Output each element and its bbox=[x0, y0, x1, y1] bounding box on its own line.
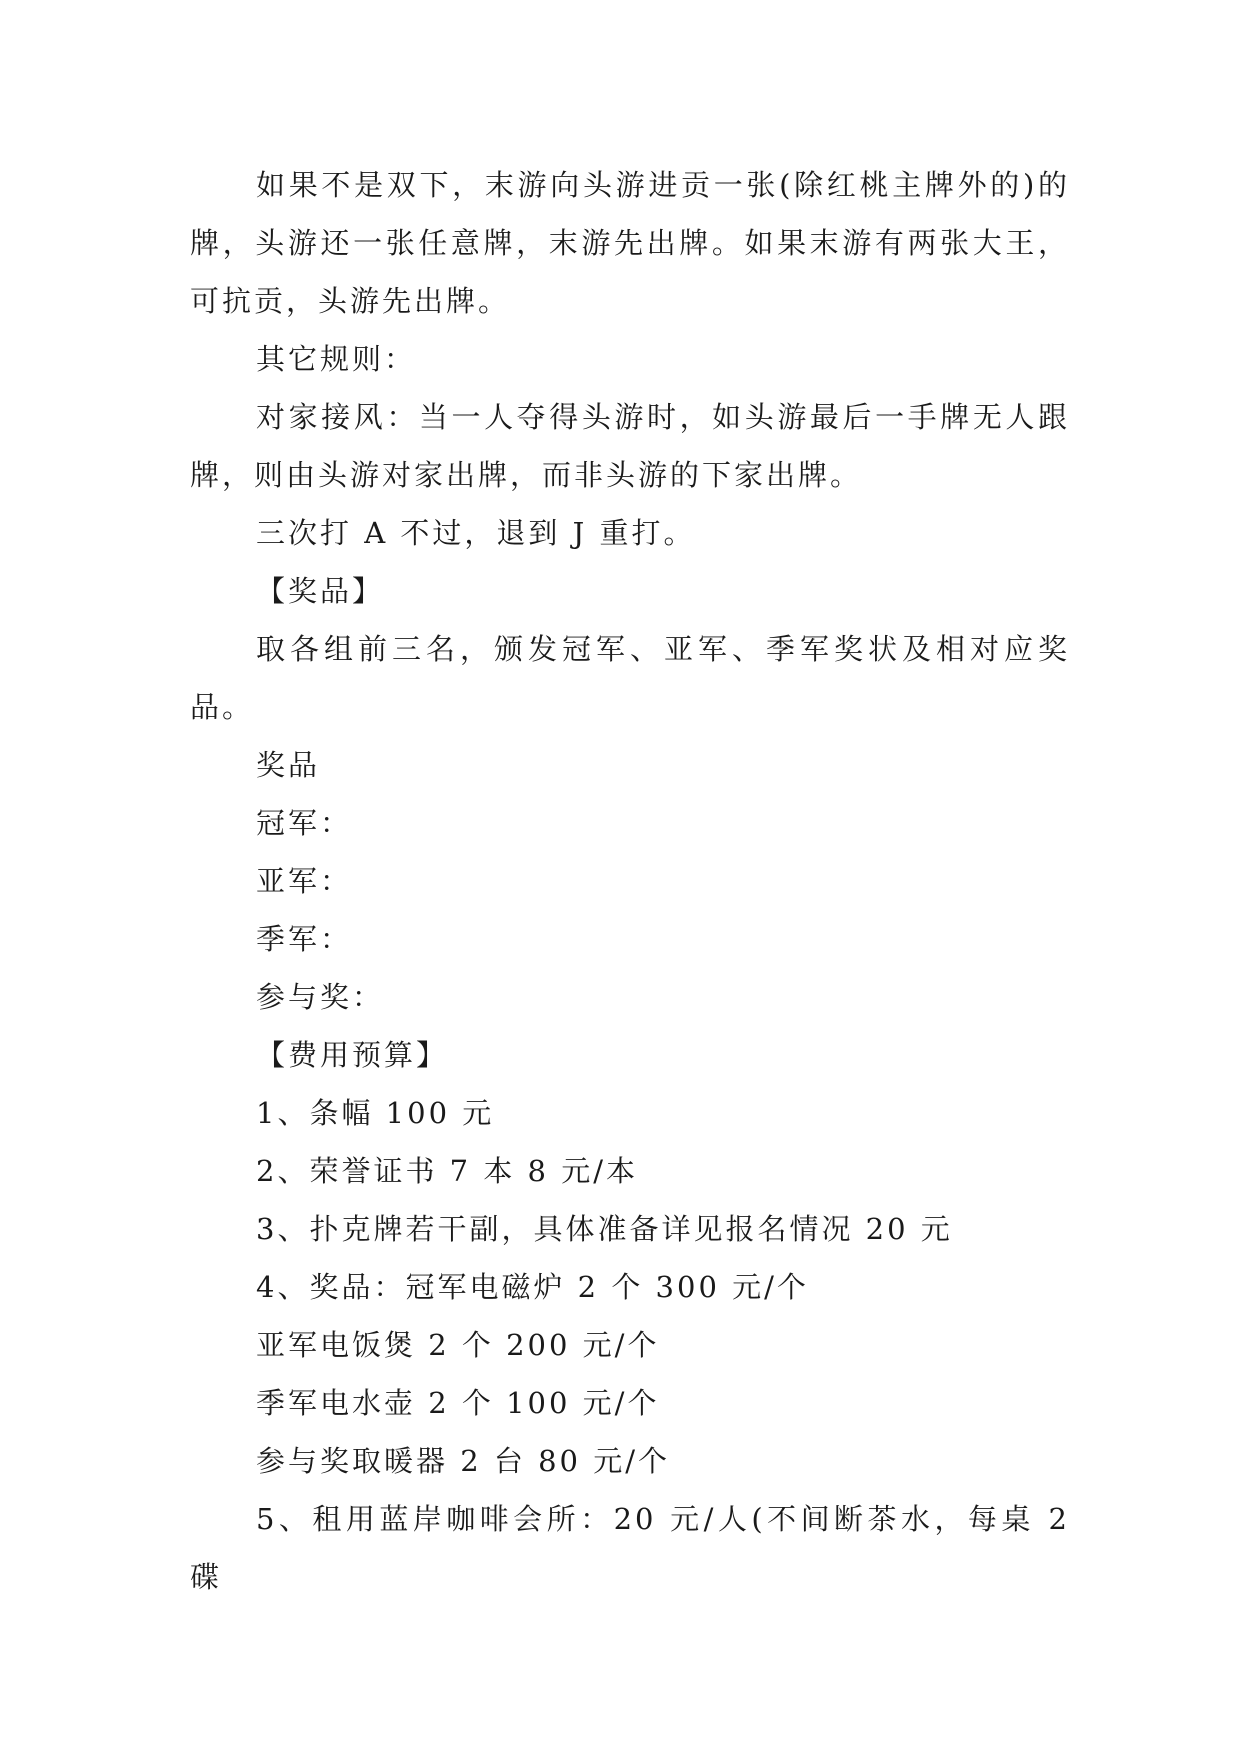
section-heading-prizes: 【奖品】 bbox=[256, 574, 385, 608]
budget-item-third-prize: 季军电水壶 2 个 100 元/个 bbox=[256, 1386, 660, 1420]
budget-item-prizes: 4、奖品：冠军电磁炉 2 个 300 元/个 bbox=[256, 1270, 809, 1304]
document-body bbox=[190, 156, 1083, 1606]
prize-champion: 冠军： bbox=[256, 806, 353, 840]
paragraph-prizes-label: 奖品 bbox=[256, 748, 321, 782]
budget-item-runner-up-prize: 亚军电饭煲 2 个 200 元/个 bbox=[256, 1328, 660, 1362]
paragraph-prize-description: 取各组前三名，颁发冠军、亚军、季军奖状及相对应奖品。 bbox=[190, 632, 1070, 724]
budget-item-participation-prize: 参与奖取暖器 2 台 80 元/个 bbox=[256, 1444, 670, 1478]
prize-third-place: 季军： bbox=[256, 922, 353, 956]
section-heading-budget: 【费用预算】 bbox=[256, 1038, 449, 1072]
prize-runner-up: 亚军： bbox=[256, 864, 353, 898]
budget-item-playing-cards: 3、扑克牌若干副，具体准备详见报名情况 20 元 bbox=[256, 1212, 953, 1246]
paragraph-other-rules-heading: 其它规则： bbox=[256, 342, 417, 376]
prize-participation: 参与奖： bbox=[256, 980, 385, 1014]
budget-item-venue: 5、租用蓝岸咖啡会所：20 元/人(不间断茶水，每桌 2 碟 bbox=[190, 1502, 1083, 1594]
paragraph-partner-takeover: 对家接风：当一人夺得头游时，如头游最后一手牌无人跟牌，则由头游对家出牌，而非头游的下家出牌。 bbox=[190, 400, 1070, 492]
paragraph-tribute-rules: 如果不是双下，末游向头游进贡一张(除红桃主牌外的)的牌，头游还一张任意牌，末游先出牌。如果末游有两张大王，可抗贡，头游先出牌。 bbox=[190, 168, 1070, 318]
budget-item-banner: 1、条幅 100 元 bbox=[256, 1096, 495, 1130]
budget-item-certificates: 2、荣誉证书 7 本 8 元/本 bbox=[256, 1154, 638, 1188]
paragraph-ace-rule: 三次打 A 不过，退到 J 重打。 bbox=[256, 516, 696, 550]
